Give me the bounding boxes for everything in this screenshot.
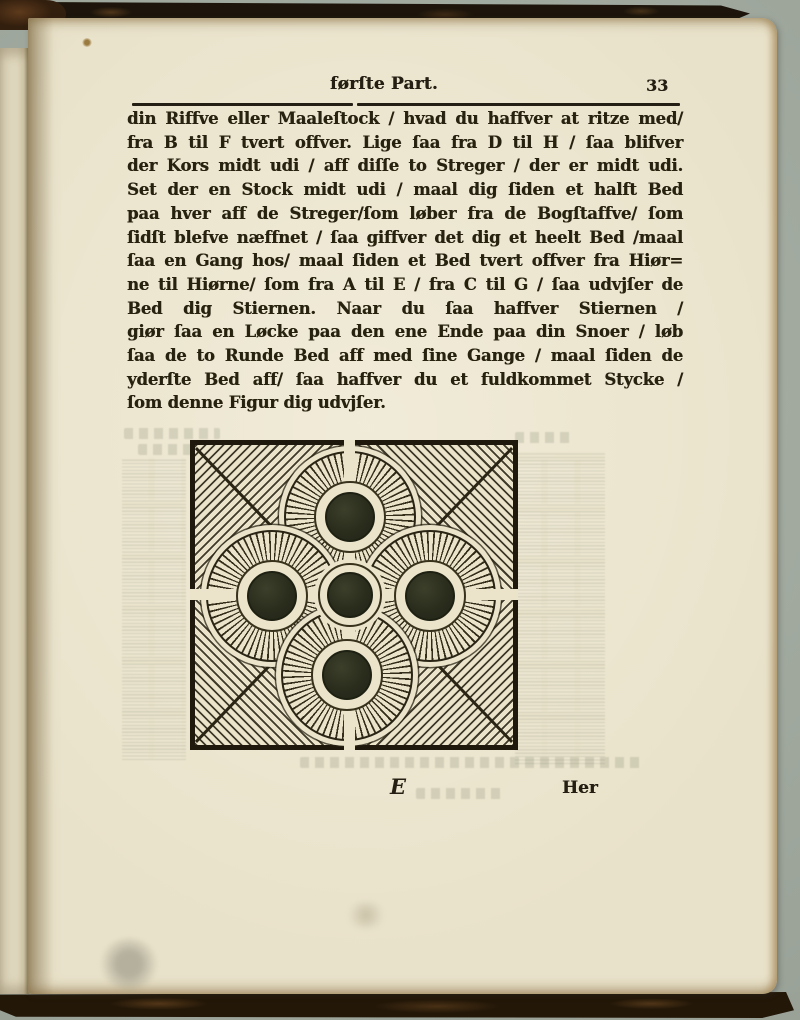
body-line: ne til Hiørne/ ſom fra A til E / fra C til G / ſaa udvjſer de: [127, 274, 683, 294]
book-cover-bottom-edge: [0, 992, 794, 1018]
body-line: Set der en Stock midt udi / maal dig ſiden et halft Bed: [127, 180, 683, 200]
bed-dot-right: [405, 571, 455, 621]
body-line: giør ſaa en Løcke paa den ene Ende paa din Snoer / løb: [127, 322, 683, 342]
ghost-figure-right: [515, 452, 605, 764]
ghost-text-row: [300, 757, 645, 768]
body-line: der Kors midt udi / aff diſſe to Streger / der er midt udi.: [127, 156, 683, 176]
stain-spot: [346, 902, 386, 928]
header-rule-left: [132, 103, 353, 106]
ghost-text-row: [515, 432, 575, 443]
body-line: din Riffve eller Maaleſtock / hvad du haffver at ritze med/: [127, 109, 683, 128]
body-line: ſom denne Figur dig udvjſer.: [127, 393, 386, 413]
header-rule-right: [357, 103, 680, 106]
page-number: 33: [646, 76, 669, 95]
body-line: ſidſt blefve næffnet / ſaa giffver det dig et heelt Bed /maal: [127, 227, 683, 247]
body-line: fra B til F tvert offver. Lige ſaa fra D til H / ſaa blifver: [127, 132, 683, 152]
body-line: ſaa en Gang hos/ maal ſiden et Bed tvert offver fra Hiør=: [127, 251, 683, 271]
body-text: [127, 107, 683, 415]
bed-dot-bottom: [322, 650, 372, 700]
gutter-shadow: [28, 18, 58, 994]
facing-page-edge: [0, 48, 30, 994]
bed-dot-left: [247, 571, 297, 621]
center-bed-dot: [327, 572, 373, 618]
bed-dot-top: [325, 492, 375, 542]
parterre-woodcut-figure: [190, 440, 518, 750]
body-line: Bed dig Stiernen. Naar du ſaa haffver Stiernen /: [127, 298, 683, 318]
catchword: Her: [562, 778, 598, 798]
page: [28, 18, 777, 994]
body-line: paa hver aff de Streger/ſom løber fra de Bogſtaffve/ ſom: [127, 203, 683, 223]
stain-spot: [82, 38, 92, 47]
ghost-text-row: [416, 788, 502, 799]
body-line: ſaa de to Runde Bed aff med ſine Gange / maal ſiden de: [127, 346, 683, 366]
running-head-title: førſte Part.: [330, 74, 438, 94]
ghost-figure-left: [122, 458, 186, 760]
body-line: yderſte Bed aff/ ſaa haffver du et fuldkommet Stycke /: [127, 369, 683, 389]
stain-smudge: [100, 938, 158, 990]
signature-mark: E: [390, 774, 407, 799]
ghost-text-row: [124, 428, 220, 439]
